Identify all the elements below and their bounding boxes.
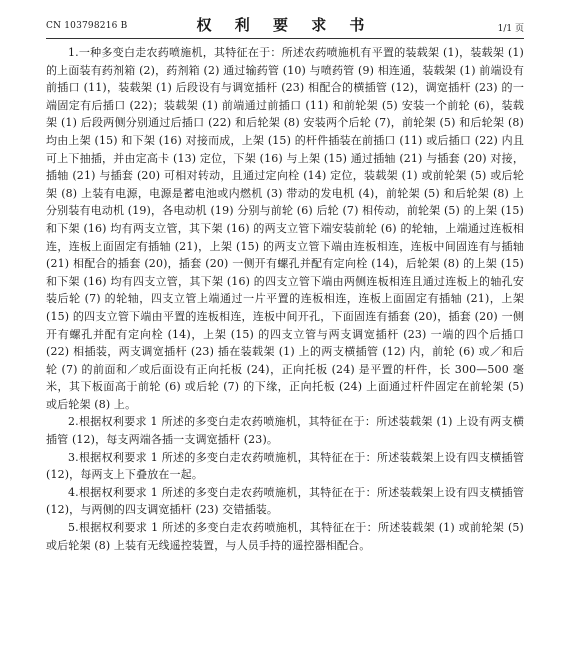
claim-3: 3.根据权利要求 1 所述的多变白走农药喷施机，其特征在于：所述装载架上设有四支横插管 (12)，每两支上下叠放在一起。 (46, 450, 524, 482)
page-header (46, 14, 524, 36)
patent-number: CN 103798216 B (46, 21, 128, 31)
page-number: 1/1 页 (497, 24, 524, 34)
claim-1: 1.一种多变白走农药喷施机，其特征在于：所述农药喷施机有平置的装载架 (1)，装载架 (1) 的上面装有药剂箱 (2)，药剂箱 (2) 通过输药管 (10) 与喷药管 (9) 相连通，装载架 (1) 前端设有前插口 (11)，装载架 (1) 后段设有与调宽插杆 (23) 相配合的横插管 (12)，调宽插杆 (23) 的一端固定有后插口 (22)；装载架 (1) 前端通过前插口 (11) 和前轮架 (5) 安装一个前轮 (6)，装载架 (1) 后段两侧分别通过后插口 (22) 和后轮架 (8) 安装两个后轮 (7)，前轮架 (5) 和后轮架 (8) 均由上架 (15) 和下架 (16) 对接而成，上架 (15) 的杆件插装在前插口 (11) 或后插口 (22) 内且可上下抽插，并由定高卡 (13) 定位，下架 (16) 与上架 (15) 通过插轴 (21) 与插套 (20) 对接，插轴 (21) 与插套 (20) 可相对转动，且通过定向栓 (14) 定位，装载架 (1) 或前轮架 (5) 或后轮架 (8) 上装有电源，电源是蓄电池或内燃机 (3) 带动的发电机 (4)，前轮架 (5) 和后轮架 (8) 上分别装有电动机 (19)，各电动机 (19) 分别与前轮 (6) 后轮 (7) 相传动，前轮架 (5) 的上架 (15) 和下架 (16) 均有两支立管，其下架 (16) 的两支立管下端安装前轮 (6) 的轮轴，上端通过连板相连，连板上面固定有插轴 (21)，上架 (15) 的两支立管下端由连板相连，连板中间固连有与插轴 (21) 相配合的插套 (20)，插套 (20) 一侧开有螺孔并配有定向栓 (14)，后轮架 (8) 的上架 (15) 和下架 (16) 均有四支立管，其下架 (16) 的四支立管下端由两侧连板相连且通过连板上的轴孔安装后轮 (7) 的轮轴，四支立管上端通过一片平置的连板相连，连板上面固定有插轴 (21)，上架 (15) 的四支立管下端由平置的连板相连，连板中间开孔，下面固连有插套 (20)，插套 (20) 一侧开有螺孔并配有定向栓 (14)，上架 (15) 的四支立管与两支调宽插杆 (23) 一端的四个后插口 (22) 相插装，两支调宽插杆 (23) 插在装载架 (1) 上的两支横插管 (12) 内，前轮 (6) 或／和后轮 (7) 的前面和／或后面设有正向托板 (24)，正向托板 (24) 是平置的杆件，长 300—500 毫米，其下板面高于前轮 (6) 或后轮 (7) 的下缘，正向托板 (24) 上面通过杆件固定在前轮架 (5) 或后轮架 (8) 上。 (46, 46, 524, 411)
document-title: 权 利 要 求 书 (196, 16, 374, 34)
claim-4: 4.根据权利要求 1 所述的多变白走农药喷施机，其特征在于：所述装载架上设有四支横插管 (12)，与两侧的四支调宽插杆 (23) 交错插装。 (46, 485, 524, 517)
claim-5: 5.根据权利要求 1 所述的多变白走农药喷施机，其特征在于：所述装载架 (1) 或前轮架 (5) 或后轮架 (8) 上装有无线遥控装置，与人员手持的遥控器相配合。 (46, 521, 524, 552)
claims-body (46, 44, 524, 554)
claim-2: 2.根据权利要求 1 所述的多变白走农药喷施机，其特征在于：所述装载架 (1) 上设有两支横插管 (12)，每支两端各插一支调宽插杆 (23)。 (46, 415, 524, 447)
header-rule (46, 38, 524, 39)
